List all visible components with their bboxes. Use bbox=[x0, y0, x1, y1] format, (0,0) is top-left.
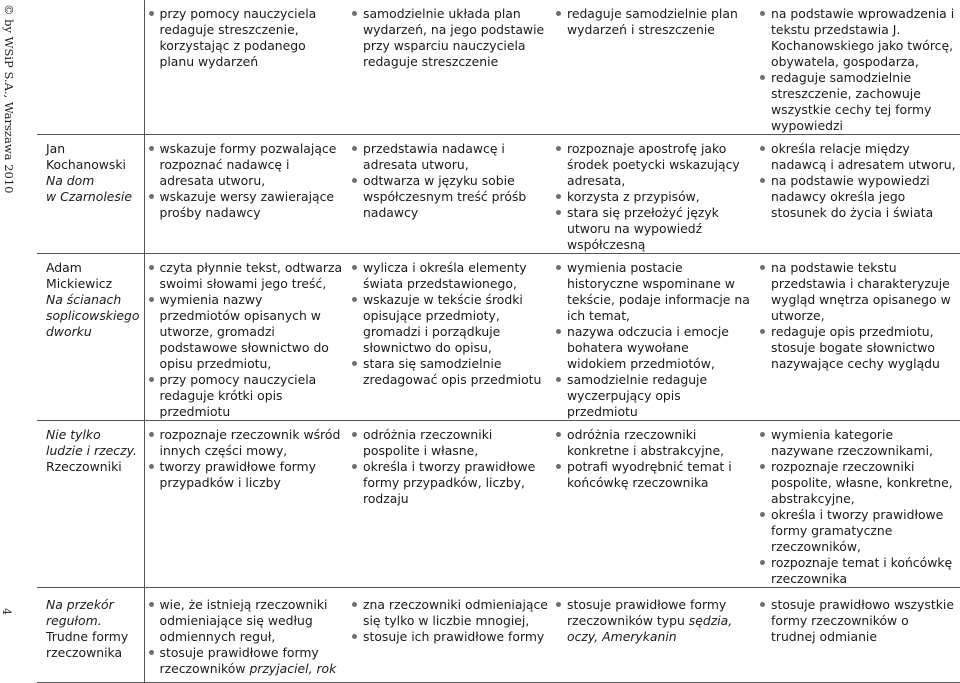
requirement-item: nazywa odczucia i emocje bohatera wywołane widokiem przedmiotów, bbox=[567, 324, 752, 372]
requirement-text: stosuje prawidłowe formy rzeczowników bbox=[159, 645, 319, 676]
topic-line: dworku bbox=[46, 324, 92, 339]
requirement-item: wymienia postacie historyczne wspominane w tekście, podaje informacje na ich temat, bbox=[567, 260, 752, 324]
lesson-topic-cell bbox=[37, 135, 144, 254]
requirement-cell bbox=[552, 254, 756, 421]
requirement-list bbox=[756, 6, 960, 134]
requirement-cell bbox=[552, 421, 756, 588]
requirement-list bbox=[348, 6, 552, 70]
requirement-cell bbox=[756, 588, 960, 683]
requirement-list bbox=[552, 6, 756, 38]
requirement-list bbox=[756, 427, 960, 587]
topic-line: w Czarnolesie bbox=[46, 189, 132, 204]
requirement-item: określa i tworzy prawidłowe formy gramatyczne rzeczowników, bbox=[771, 507, 956, 555]
requirement-cell bbox=[756, 0, 960, 135]
requirement-item bbox=[363, 629, 548, 645]
example-words: przyjaciel, rok bbox=[249, 661, 337, 676]
requirement-text: stosuje prawidłowo wszystkie formy rzeczowników o trudnej odmianie bbox=[771, 597, 954, 644]
lesson-topic-cell bbox=[37, 0, 144, 135]
requirement-list bbox=[348, 260, 552, 388]
requirement-item: tworzy prawidłowe formy przypadków i liczby bbox=[160, 459, 345, 491]
requirement-item: redaguje samodzielnie plan wydarzeń i streszczenie bbox=[567, 6, 752, 38]
requirements-table bbox=[37, 0, 960, 683]
requirement-item: wymienia nazwy przedmiotów opisanych w utworze, gromadzi podstawowe słownictwo do opisu przedmiotu, bbox=[160, 292, 345, 372]
requirement-list bbox=[552, 597, 756, 645]
requirement-item: wylicza i określa elementy świata przedstawionego, bbox=[363, 260, 548, 292]
requirement-item: potrafi wyodrębnić temat i końcówkę rzeczownika bbox=[567, 459, 752, 491]
requirement-item: rozpoznaje apostrofę jako środek poetycki wskazujący adresata, bbox=[567, 141, 752, 189]
requirement-list bbox=[756, 597, 960, 645]
requirement-cell bbox=[144, 0, 348, 135]
requirement-item: wskazuje formy pozwalające rozpoznać nadawcę i adresata utworu, bbox=[160, 141, 345, 189]
topic-line: Adam bbox=[46, 260, 82, 275]
example-words: sędzia, oczy, Amerykanin bbox=[567, 613, 733, 644]
requirement-item: czyta płynnie tekst, odtwarza swoimi słowami jego treść, bbox=[159, 260, 343, 291]
requirement-item: odróżnia rzeczowniki konkretne i abstrakcyjne, bbox=[567, 427, 752, 459]
requirement-item: samodzielnie układa plan wydarzeń, na jego podstawie przy wsparciu nauczyciela redaguje streszczenie bbox=[363, 6, 548, 70]
requirement-cell bbox=[348, 135, 552, 254]
requirement-item: redaguje samodzielnie streszczenie, zachowuje wszystkie cechy tej formy wypowiedzi bbox=[771, 70, 956, 134]
requirement-item: stara się samodzielnie zredagować opis przedmiotu bbox=[363, 356, 548, 388]
requirement-cell bbox=[756, 254, 960, 421]
requirement-cell bbox=[144, 135, 348, 254]
requirement-cell bbox=[552, 0, 756, 135]
requirement-cell bbox=[552, 588, 756, 683]
requirement-list bbox=[348, 141, 552, 221]
requirement-item: korzysta z przypisów, bbox=[567, 189, 752, 205]
topic-line: rzeczownika bbox=[46, 645, 123, 660]
requirement-cell bbox=[144, 254, 348, 421]
requirement-cell bbox=[552, 135, 756, 254]
requirement-item: przy pomocy nauczyciela redaguje krótki opis przedmiotu bbox=[160, 372, 345, 420]
table-row bbox=[37, 421, 960, 588]
requirement-text: zna rzeczowniki odmieniające się tylko w liczbie mnogiej, bbox=[363, 597, 548, 628]
topic-line: Trudne formy bbox=[46, 629, 129, 644]
topic-line: Na ścianach bbox=[46, 292, 122, 307]
requirement-text: stosuje prawidłowe formy rzeczowników typu bbox=[567, 597, 727, 628]
requirement-text: wie, że istnieją rzeczowniki odmieniające się według odmiennych reguł, bbox=[159, 597, 328, 644]
topic-line: Na dom bbox=[46, 173, 95, 188]
requirement-list bbox=[552, 427, 756, 491]
lesson-topic-cell bbox=[37, 588, 144, 683]
requirement-item: rozpoznaje rzeczowniki pospolite, własne, konkretne, abstrakcyjne, bbox=[771, 459, 956, 507]
requirement-item bbox=[160, 597, 345, 645]
requirement-item: na podstawie wypowiedzi nadawcy określa jego stosunek do życia i świata bbox=[771, 173, 956, 221]
topic-line: soplicowskiego bbox=[46, 308, 140, 323]
requirement-item: wskazuje w tekście środki opisujące przedmioty, gromadzi i porządkuje słownictwo do opisu, bbox=[363, 292, 548, 356]
requirement-item: na podstawie wprowadzenia i tekstu przedstawia J. Kochanowskiego jako twórcę, obywatela, gospodarza, bbox=[771, 6, 955, 69]
requirement-cell bbox=[348, 0, 552, 135]
page-number: 4 bbox=[0, 608, 13, 615]
requirement-list bbox=[145, 427, 349, 491]
requirement-item bbox=[567, 597, 752, 645]
lesson-topic-cell bbox=[37, 421, 144, 588]
requirement-item: rozpoznaje rzeczownik wśród innych części mowy, bbox=[160, 427, 345, 459]
topic-line: Na przekór bbox=[46, 597, 114, 612]
side-margin bbox=[0, 0, 20, 629]
requirement-text: stosuje ich prawidłowe formy bbox=[363, 629, 545, 644]
requirement-item bbox=[160, 645, 345, 677]
requirement-cell bbox=[756, 421, 960, 588]
requirement-list bbox=[756, 141, 960, 221]
requirement-list bbox=[145, 6, 349, 70]
requirement-item: stara się przełożyć język utworu na wypowiedź współczesną bbox=[567, 205, 752, 253]
requirement-cell bbox=[348, 421, 552, 588]
lesson-topic-cell bbox=[37, 254, 144, 421]
requirement-list bbox=[348, 427, 552, 507]
requirement-cell bbox=[348, 588, 552, 683]
requirement-list bbox=[145, 597, 349, 677]
topic-line: Jan bbox=[46, 141, 66, 156]
requirement-item: odtwarza w języku sobie współczesnym treść próśb nadawcy bbox=[363, 173, 548, 221]
requirement-cell bbox=[348, 254, 552, 421]
requirement-item: wskazuje wersy zawierające prośby nadawcy bbox=[160, 189, 345, 221]
requirement-list bbox=[348, 597, 552, 645]
requirement-item: wymienia kategorie nazywane rzeczownikami, bbox=[771, 427, 956, 459]
table-row bbox=[37, 135, 960, 254]
requirement-cell bbox=[144, 588, 348, 683]
requirement-item: określa i tworzy prawidłowe formy przypadków, liczby, rodzaju bbox=[363, 459, 548, 507]
requirement-list bbox=[145, 260, 349, 420]
requirement-item bbox=[771, 597, 956, 645]
requirement-cell bbox=[756, 135, 960, 254]
copyright-notice: © by WSiP S.A., Warszawa 2010 bbox=[2, 4, 16, 194]
requirement-item: samodzielnie redaguje wyczerpujący opis przedmiotu bbox=[567, 372, 752, 420]
requirement-list bbox=[552, 141, 756, 253]
topic-line: Mickiewicz bbox=[46, 276, 113, 291]
topic-line: Nie tylko bbox=[46, 427, 101, 442]
topic-line: Rzeczowniki bbox=[46, 459, 122, 474]
requirement-list bbox=[756, 260, 960, 372]
requirement-item bbox=[363, 597, 548, 629]
requirement-item: określa relacje między nadawcą i adresatem utworu, bbox=[771, 141, 956, 172]
requirement-item: przy pomocy nauczyciela redaguje streszczenie, korzystając z podanego planu wydarzeń bbox=[160, 6, 345, 70]
requirement-item: przedstawia nadawcę i adresata utworu, bbox=[363, 141, 548, 173]
table-row bbox=[37, 0, 960, 135]
table-row bbox=[37, 588, 960, 683]
topic-line: Kochanowski bbox=[46, 157, 126, 172]
topic-line: regułom. bbox=[46, 613, 102, 628]
requirement-list bbox=[145, 141, 349, 221]
requirement-list bbox=[552, 260, 756, 420]
requirement-cell bbox=[144, 421, 348, 588]
requirement-item: odróżnia rzeczowniki pospolite i własne, bbox=[363, 427, 548, 459]
requirement-item: rozpoznaje temat i końcówkę rzeczownika bbox=[771, 555, 956, 587]
requirement-item: redaguje opis przedmiotu, stosuje bogate słownictwo nazywające cechy wyglądu bbox=[771, 324, 956, 372]
table-row bbox=[37, 254, 960, 421]
topic-line: ludzie i rzeczy. bbox=[46, 443, 137, 458]
requirement-item: na podstawie tekstu przedstawia i charakteryzuje wygląd wnętrza opisanego w utworze, bbox=[771, 260, 956, 324]
